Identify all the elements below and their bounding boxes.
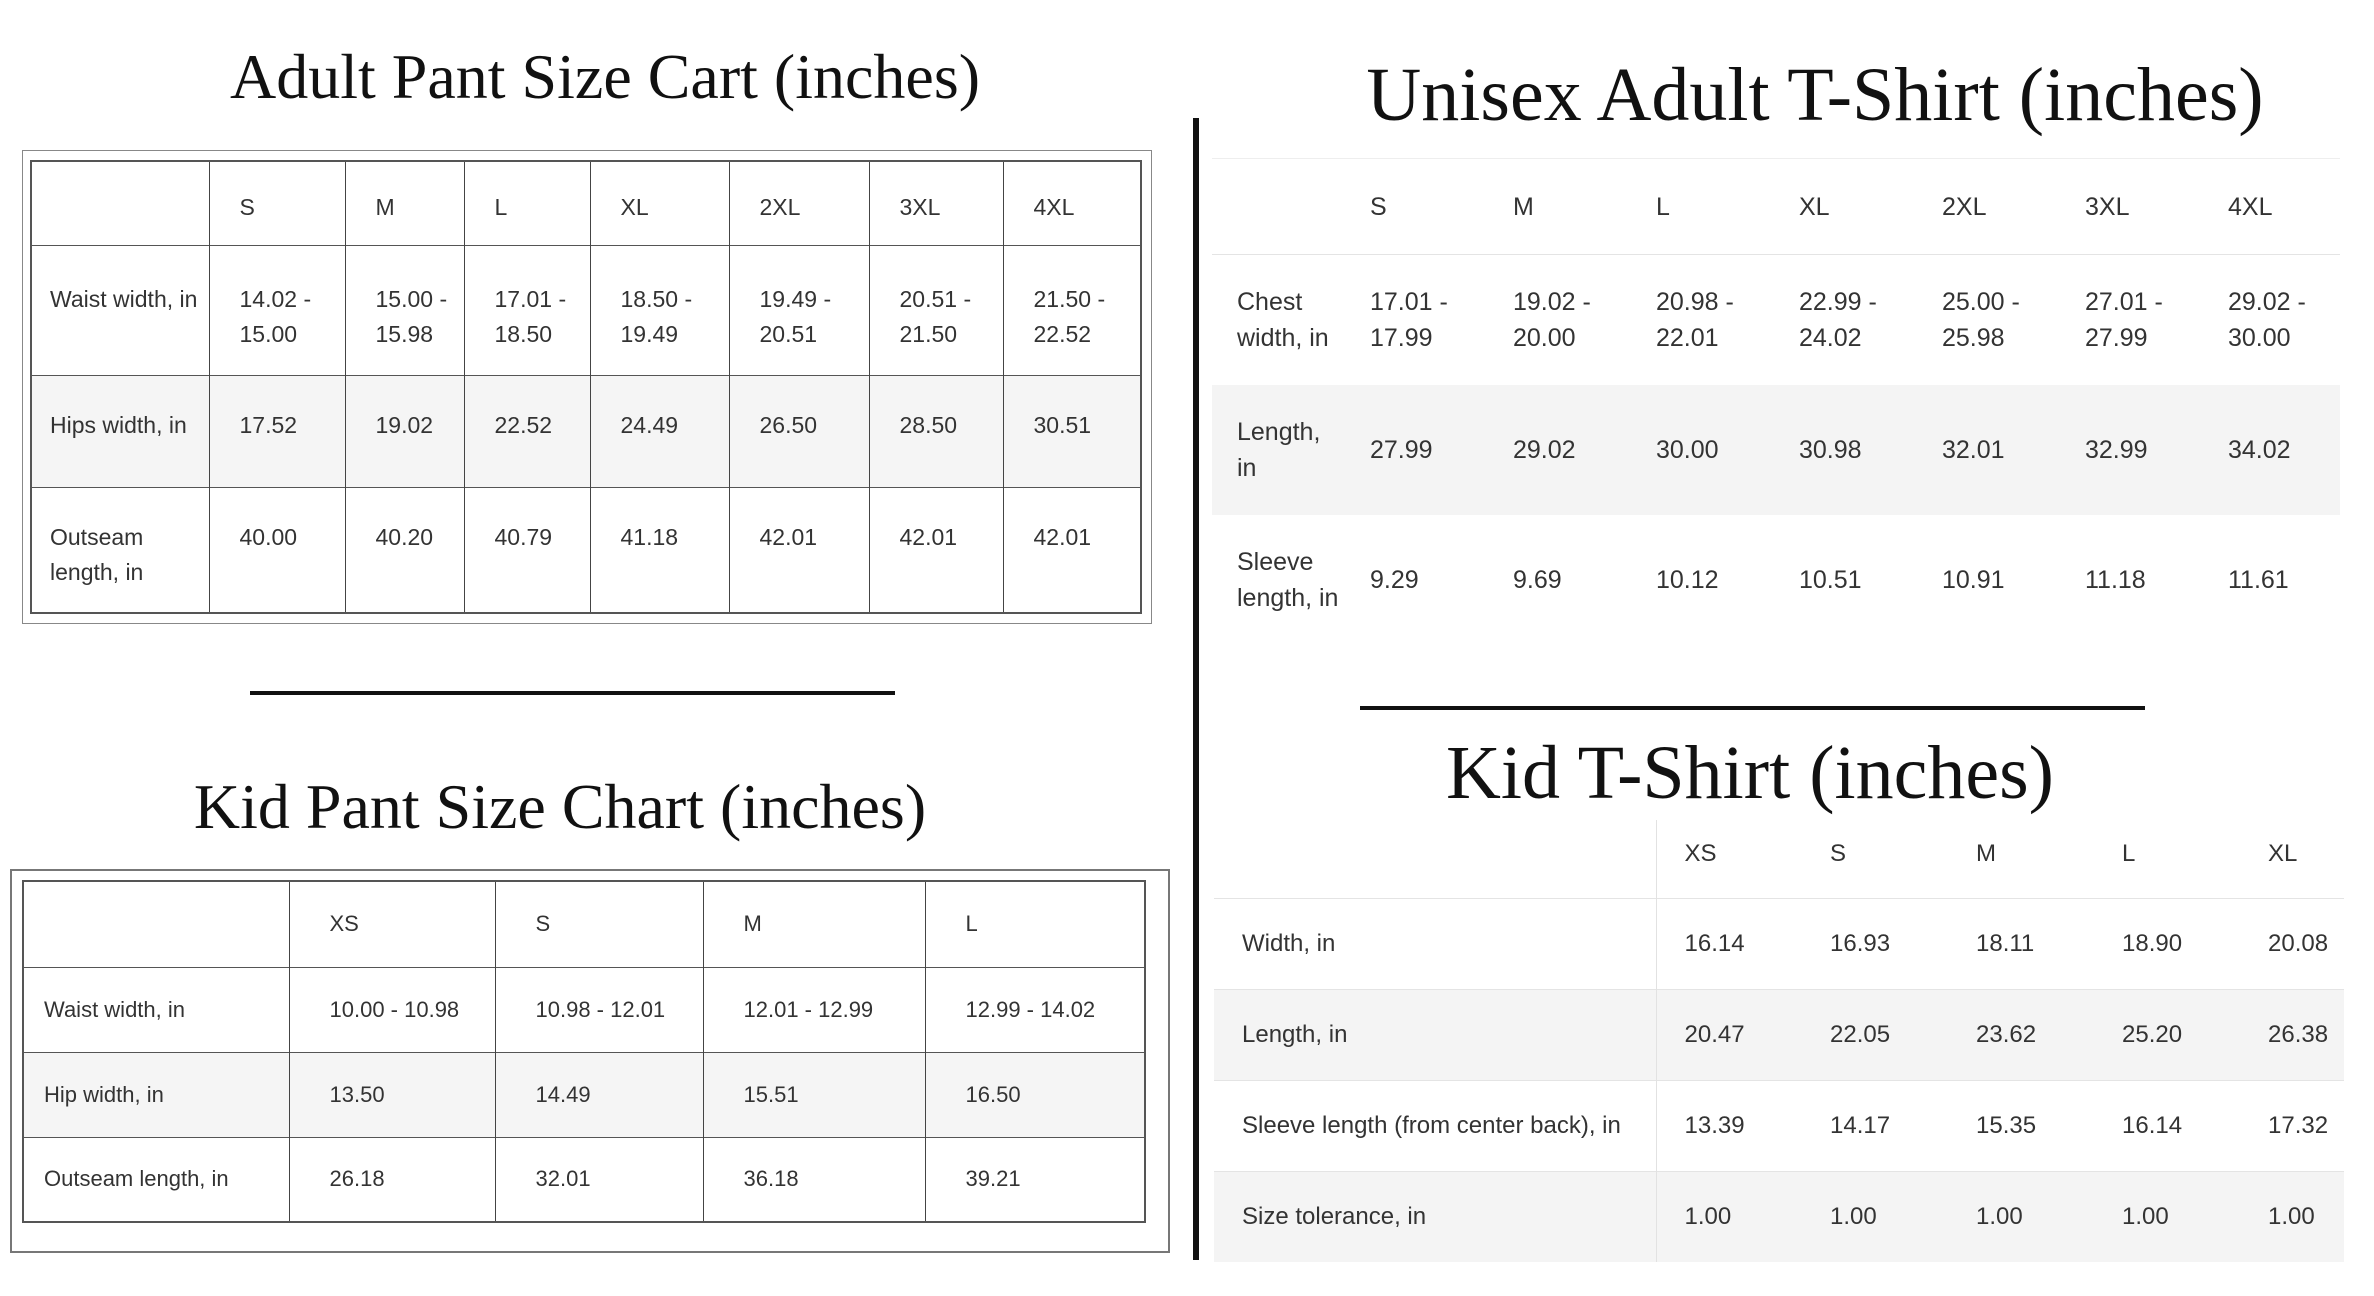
table-cell: 23.62 [1948,989,2094,1080]
table-cell: 32.01 [1912,385,2055,515]
table-cell: 28.50 [869,375,1003,487]
table-cell: 1.00 [1802,1171,1948,1262]
table-cell: 17.01 - 18.50 [464,245,590,375]
header-cell: S [1830,840,1847,867]
table-cell: 42.01 [1003,487,1141,613]
right-divider [1360,706,2145,710]
table-cell: 25.00 - 25.98 [1912,255,2055,385]
table-header-row [23,881,1145,967]
row-label: Length, in [1212,385,1340,515]
kid-tshirt-table [1214,820,2344,1262]
vertical-divider [1193,118,1199,1260]
header-cell: L [2122,840,2136,867]
table-cell: 40.20 [345,487,464,613]
row-label: Waist width, in [31,245,209,375]
table-cell: 22.99 - 24.02 [1769,255,1912,385]
table-row [1212,385,2340,515]
table-cell: 22.05 [1802,989,1948,1080]
table-cell: 29.02 - 30.00 [2198,255,2340,385]
table-cell: 18.50 - 19.49 [590,245,729,375]
table-cell: 39.21 [925,1137,1145,1222]
table-cell: 11.18 [2085,565,2146,594]
table-row [1214,1080,2344,1171]
table-cell: 20.08 [2240,898,2344,989]
table-cell: 18.11 [1948,898,2094,989]
table-row [1212,515,2340,645]
row-label: Sleeve length (from center back), in [1214,1080,1656,1171]
table-cell: 30.98 [1769,385,1912,515]
table-header-row [1212,159,2340,255]
header-cell: 4XL [1003,161,1141,245]
kid-pant-title: Kid Pant Size Chart (inches) [193,771,927,842]
table-cell: 1.00 [2240,1171,2344,1262]
table-header-row [31,161,1141,245]
table-cell: 24.49 [590,375,729,487]
left-divider [250,691,895,695]
header-cell: L [925,881,1145,967]
table-cell: 32.01 [495,1137,703,1222]
table-cell: 19.49 - 20.51 [729,245,869,375]
table-cell: 14.49 [495,1052,703,1137]
table-cell: 30.00 [1626,385,1769,515]
table-cell: 42.01 [869,487,1003,613]
table-row [1214,989,2344,1080]
header-cell: 2XL [1912,159,2055,255]
table-cell: 16.93 [1802,898,1948,989]
row-label: Hips width, in [31,375,209,487]
table-cell: 26.50 [729,375,869,487]
table-cell: 20.47 [1656,989,1802,1080]
table-cell: 9.69 [1513,565,1562,594]
table-row [1214,898,2344,989]
header-cell [1212,159,1340,255]
header-cell: M [345,161,464,245]
table-cell: 26.38 [2240,989,2344,1080]
header-cell: L [1626,159,1769,255]
row-label: Outseam length, in [23,1137,289,1222]
table-cell: 26.18 [289,1137,495,1222]
table-cell: 10.00 - 10.98 [289,967,495,1052]
table-row [23,967,1145,1052]
table-cell: 17.32 [2240,1080,2344,1171]
table-cell: 18.90 [2094,898,2240,989]
table-cell: 42.01 [729,487,869,613]
header-cell: M [1976,840,1996,867]
table-row [1212,255,2340,385]
table-cell: 1.00 [1656,1171,1802,1262]
header-cell: 3XL [869,161,1003,245]
header-cell: 3XL [2055,159,2198,255]
table-cell: 27.99 [1340,385,1483,515]
table-cell: 17.52 [209,375,345,487]
table-cell: 16.14 [2094,1080,2240,1171]
header-cell: 4XL [2198,159,2340,255]
table-row [1214,1171,2344,1262]
table-cell: 9.29 [1370,565,1419,594]
table-cell: 14.17 [1802,1080,1948,1171]
table-cell: 29.02 [1483,385,1626,515]
header-cell: 2XL [729,161,869,245]
row-label: Hip width, in [23,1052,289,1137]
row-label: Length, in [1214,989,1656,1080]
row-label: Waist width, in [23,967,289,1052]
table-cell: 30.51 [1003,375,1141,487]
header-cell: XL [2268,840,2298,867]
row-label: Size tolerance, in [1214,1171,1656,1262]
header-cell: S [495,881,703,967]
table-cell: 12.99 - 14.02 [925,967,1145,1052]
table-cell: 36.18 [703,1137,925,1222]
table-cell: 12.01 - 12.99 [703,967,925,1052]
table-cell: 15.35 [1948,1080,2094,1171]
table-cell: 11.61 [2228,565,2289,594]
kid-tshirt-title: Kid T-Shirt (inches) [1446,731,2054,815]
table-cell: 20.51 - 21.50 [869,245,1003,375]
table-cell: 1.00 [2094,1171,2240,1262]
table-cell: 15.00 - 15.98 [345,245,464,375]
header-cell: S [209,161,345,245]
table-cell: 32.99 [2055,385,2198,515]
header-cell: XS [289,881,495,967]
header-cell: L [464,161,590,245]
table-cell: 41.18 [590,487,729,613]
header-cell: XL [1769,159,1912,255]
header-cell [23,881,289,967]
row-label: Sleeve length, in [1237,547,1339,612]
row-label: Width, in [1214,898,1656,989]
table-cell: 20.98 - 22.01 [1626,255,1769,385]
table-cell: 34.02 [2198,385,2340,515]
table-cell: 15.51 [703,1052,925,1137]
table-cell: 14.02 - 15.00 [209,245,345,375]
adult-pant-table [30,160,1142,614]
row-label: Outseam length, in [31,487,209,613]
table-cell: 10.91 [1942,565,2005,594]
table-cell: 13.39 [1656,1080,1802,1171]
table-row [31,245,1141,375]
table-cell: 19.02 - 20.00 [1483,255,1626,385]
table-cell: 22.52 [464,375,590,487]
table-cell: 21.50 - 22.52 [1003,245,1141,375]
table-cell: 40.00 [209,487,345,613]
table-row [23,1052,1145,1137]
table-cell: 40.79 [464,487,590,613]
header-cell: XL [590,161,729,245]
header-cell [1214,820,1656,898]
header-cell: M [703,881,925,967]
table-cell: 27.01 - 27.99 [2055,255,2198,385]
table-cell: 25.20 [2094,989,2240,1080]
table-cell: 16.50 [925,1052,1145,1137]
header-cell: M [1483,159,1626,255]
adult-pant-title: Adult Pant Size Cart (inches) [229,41,981,112]
header-cell [31,161,209,245]
unisex-tshirt-title: Unisex Adult T-Shirt (inches) [1366,53,2264,137]
table-cell: 13.50 [289,1052,495,1137]
table-row [31,487,1141,613]
table-row [31,375,1141,487]
unisex-tshirt-table [1212,158,2340,645]
table-cell: 10.51 [1799,565,1862,594]
table-header-row [1214,820,2344,898]
row-label: Chest width, in [1212,255,1340,385]
header-cell: S [1340,159,1483,255]
table-cell: 17.01 - 17.99 [1340,255,1483,385]
table-cell: 10.12 [1656,565,1719,594]
table-cell: 1.00 [1948,1171,2094,1262]
header-cell: XS [1684,840,1717,867]
table-row [23,1137,1145,1222]
table-cell: 10.98 - 12.01 [495,967,703,1052]
kid-pant-table [22,880,1146,1223]
table-cell: 16.14 [1656,898,1802,989]
table-cell: 19.02 [345,375,464,487]
